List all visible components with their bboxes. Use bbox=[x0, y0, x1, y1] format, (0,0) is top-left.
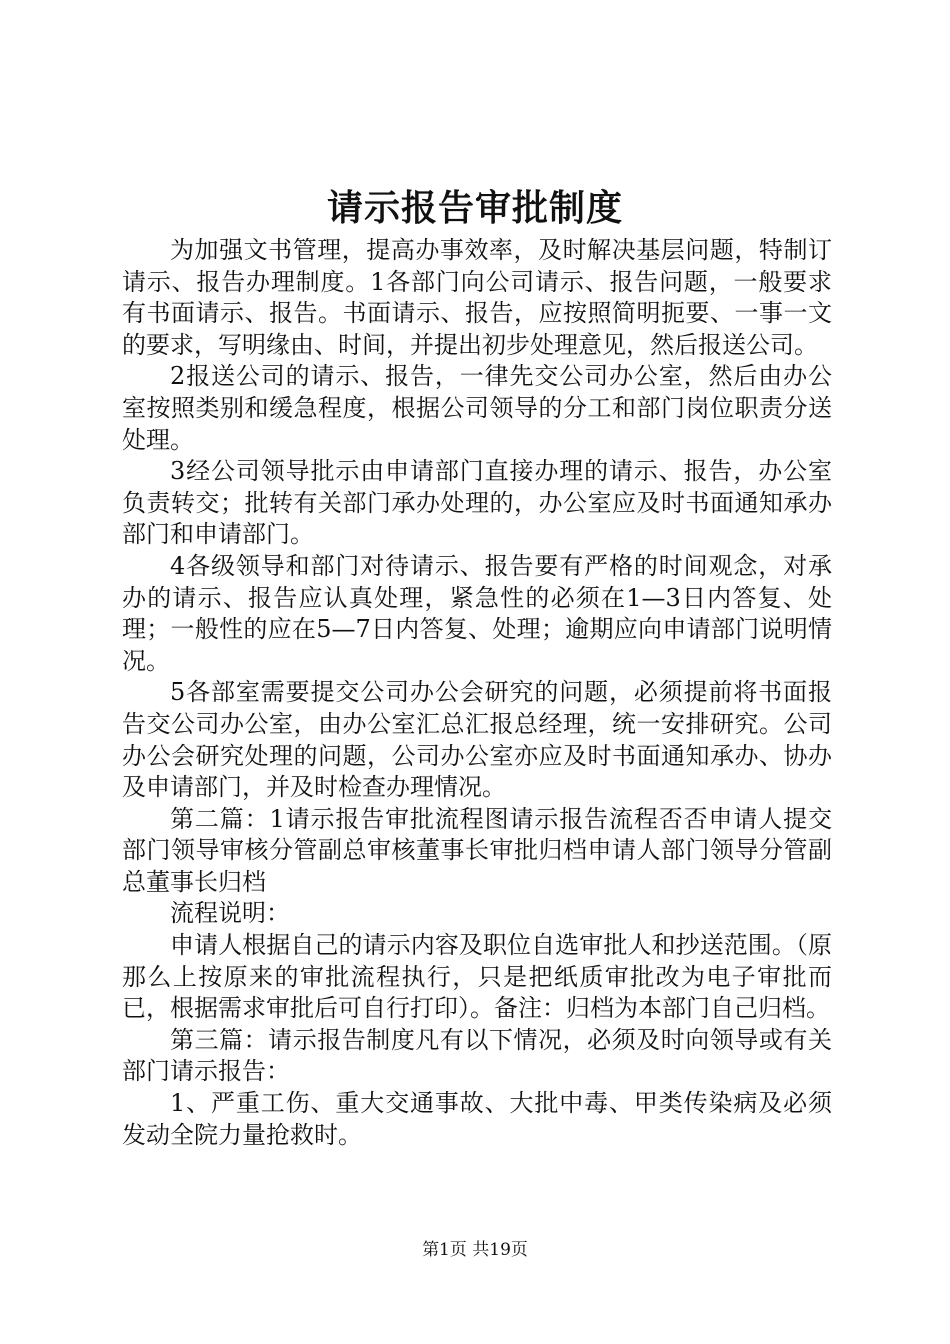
document-title: 请示报告审批制度 bbox=[326, 187, 623, 229]
paragraph: 3经公司领导批示由申请部门直接办理的请示、报告，办公室负责转交；批转有关部门承办处理的，办公室应及时书面通知承办部门和申请部门。 bbox=[122, 457, 832, 549]
paragraph: 第三篇：请示报告制度凡有以下情况，必须及时向领导或有关部门请示报告： bbox=[122, 1025, 832, 1086]
paragraph: 1、严重工伤、重大交通事故、大批中毒、甲类传染病及必须发动全院力量抢救时。 bbox=[122, 1089, 832, 1149]
paragraph: 流程说明： bbox=[170, 899, 290, 928]
paragraph: 申请人根据自己的请示内容及职位自选审批人和抄送范围。（原那么上按原来的审批流程执行，只是把纸质审批改为电子审批而已，根据需求审批后可自行打印）。备注：归档为本部门自己归档。 bbox=[122, 931, 832, 1023]
paragraph: 2报送公司的请示、报告，一律先交公司办公室，然后由办公室按照类别和缓急程度，根据公司领导的分工和部门岗位职责分送处理。 bbox=[122, 362, 832, 454]
page-number-footer: 第1页 共19页 bbox=[422, 1240, 528, 1260]
paragraph: 第二篇：1请示报告审批流程图请示报告流程否否申请人提交部门领导审核分管副总审核董事长审批归档申请人部门领导分管副总董事长归档 bbox=[122, 804, 832, 896]
document-body bbox=[122, 235, 832, 1151]
paragraph: 5各部室需要提交公司办公会研究的问题，必须提前将书面报告交公司办公室，由办公室汇总汇报总经理，统一安排研究。公司办公会研究处理的问题，公司办公室亦应及时书面通知承办、协办及申请部门，并及时检查办理情况。 bbox=[122, 678, 832, 802]
paragraph: 4各级领导和部门对待请示、报告要有严格的时间观念，对承办的请示、报告应认真处理，紧急性的必须在1—3日内答复、处理；一般性的应在5—7日内答复、处理；逾期应向申请部门说明情况。 bbox=[122, 551, 832, 675]
paragraph: 为加强文书管理，提高办事效率，及时解决基层问题，特制订请示、报告办理制度。1各部门向公司请示、报告问题，一般要求有书面请示、报告。书面请示、报告，应按照简明扼要、一事一文的要求，写明缘由、时间，并提出初步处理意见，然后报送公司。 bbox=[122, 236, 832, 359]
